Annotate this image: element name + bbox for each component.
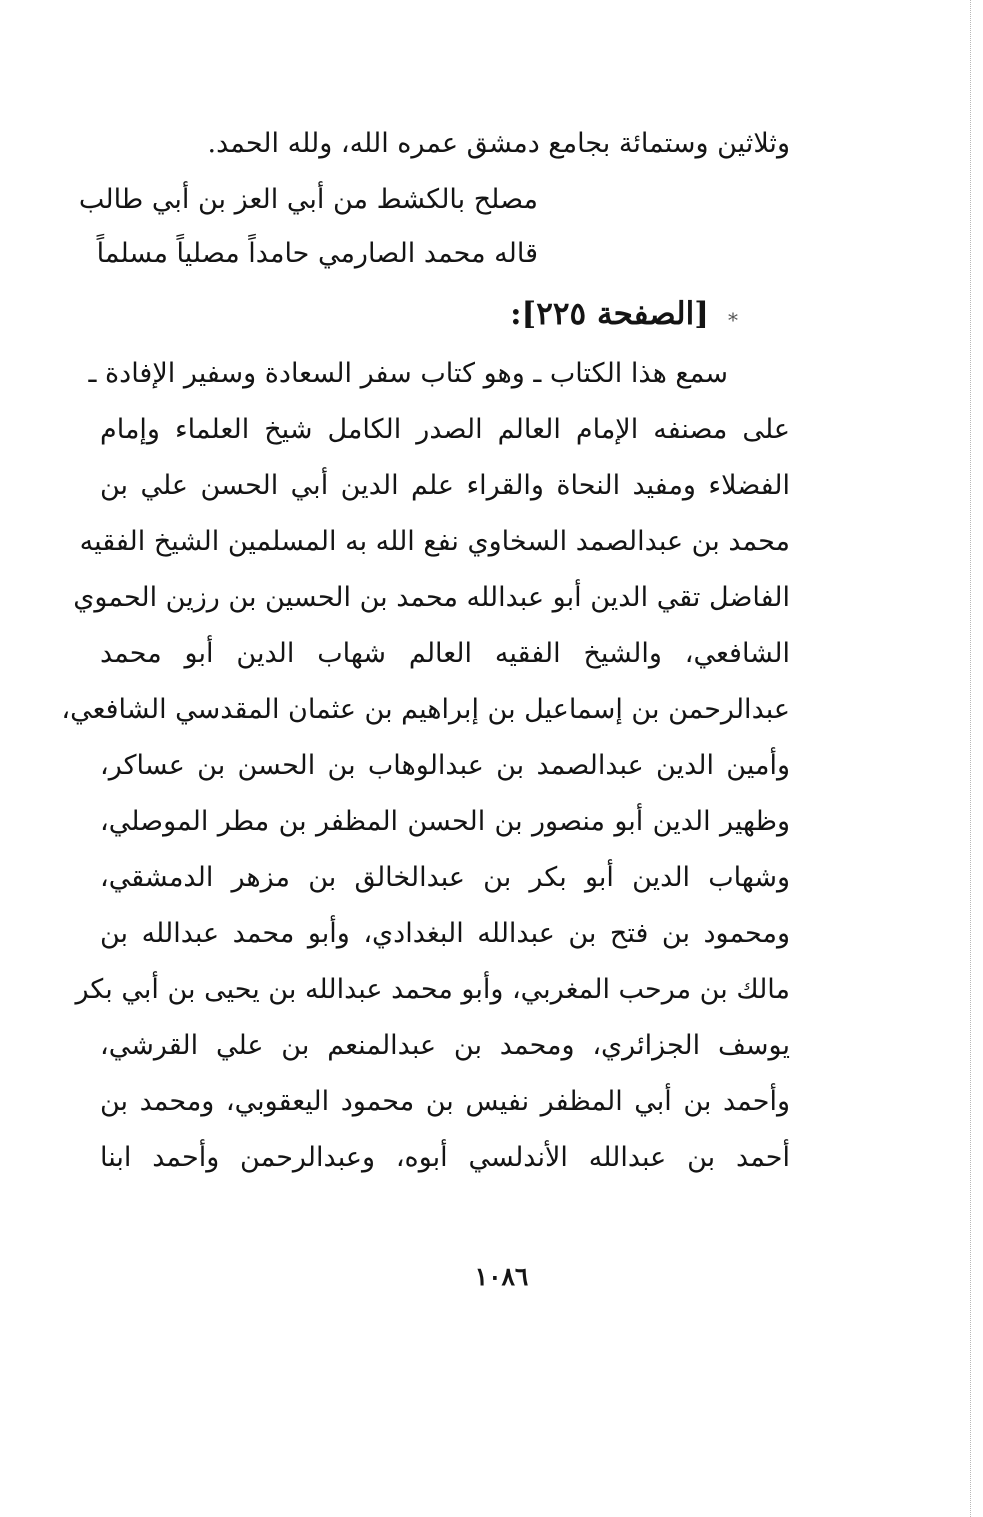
intro-line-2: مصلح بالكشط من أبي العز بن أبي طالب — [78, 184, 538, 215]
body-line-2: على مصنفه الإمام العالم الصدر الكامل شيخ العلماء وإمام — [100, 414, 790, 445]
body-line-9: وظهير الدين أبو منصور بن الحسن المظفر بن مطر الموصلي، — [100, 806, 790, 837]
body-line-14: وأحمد بن أبي المظفر نفيس بن محمود اليعقوبي، ومحمد بن — [100, 1086, 790, 1117]
heading-star-marker: * — [728, 307, 738, 332]
body-line-7: عبدالرحمن بن إسماعيل بن إبراهيم بن عثمان المقدسي الشافعي، — [61, 694, 790, 725]
body-line-6: الشافعي، والشيخ الفقيه العالم شهاب الدين أبو محمد — [100, 638, 790, 669]
body-line-11: ومحمود بن فتح بن عبدالله البغدادي، وأبو محمد عبدالله بن — [100, 918, 790, 949]
heading-text: [الصفحة ٢٢٥]: — [510, 296, 709, 332]
page-number: ١٠٨٦ — [474, 1262, 529, 1291]
body-line-5: الفاضل تقي الدين أبو عبدالله محمد بن الحسين بن رزين الحموي — [73, 582, 790, 613]
body-line-8: وأمين الدين عبدالصمد بن عبدالوهاب بن الحسن بن عساكر، — [100, 750, 790, 781]
body-line-3: الفضلاء ومفيد النحاة والقراء علم الدين أبي الحسن علي بن — [100, 470, 790, 501]
body-line-15: أحمد بن عبدالله الأندلسي أبوه، وعبدالرحمن وأحمد ابنا — [100, 1142, 790, 1173]
body-line-4: محمد بن عبدالصمد السخاوي نفع الله به المسلمين الشيخ الفقيه — [79, 526, 790, 557]
body-line-13: يوسف الجزائري، ومحمد بن عبدالمنعم بن علي القرشي، — [100, 1030, 790, 1061]
section-heading — [510, 292, 738, 336]
intro-line-3: قاله محمد الصارمي حامداً مصلياً مسلماً — [96, 238, 538, 269]
body-line-1: سمع هذا الكتاب ـ وهو كتاب سفر السعادة وسفير الإفادة ـ — [88, 358, 728, 389]
body-line-10: وشهاب الدين أبو بكر بن عبدالخالق بن مزهر الدمشقي، — [100, 862, 790, 893]
body-line-12: مالك بن مرحب المغربي، وأبو محمد عبدالله بن يحيى بن أبي بكر — [75, 974, 790, 1005]
intro-line-1: وثلاثين وستمائة بجامع دمشق عمره الله، ولله الحمد. — [207, 128, 790, 159]
